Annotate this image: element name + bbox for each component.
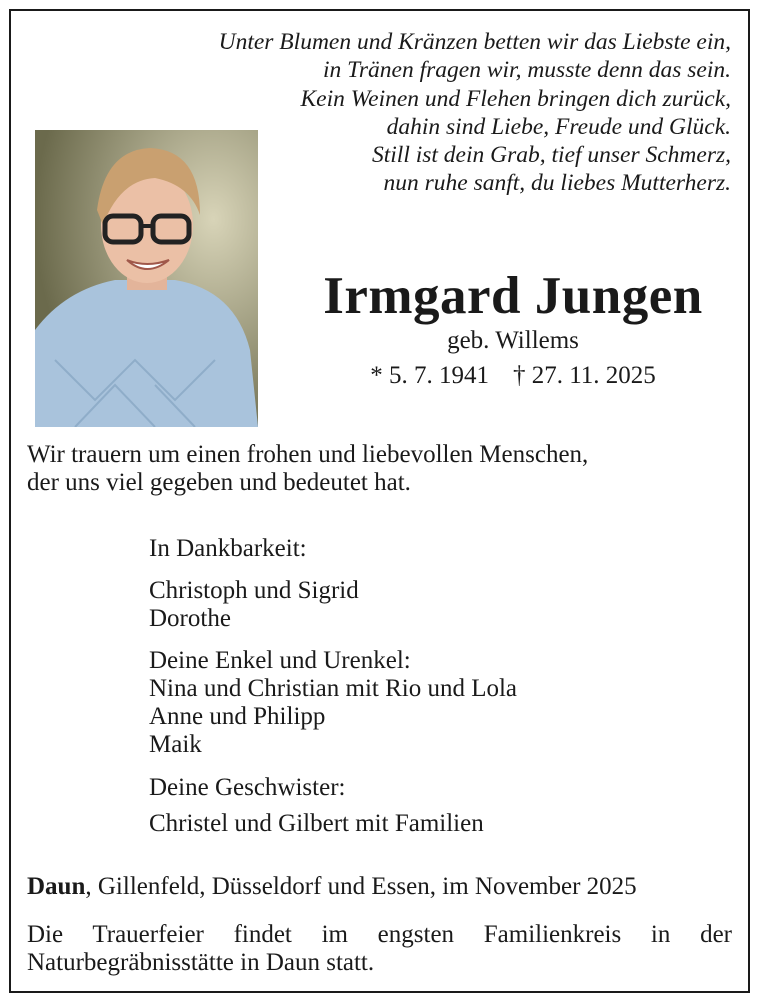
birth-name: geb. Willems bbox=[447, 327, 579, 354]
life-dates bbox=[290, 362, 736, 390]
mourner-line: Christel und Gilbert mit Familien bbox=[149, 810, 484, 837]
portrait-photo bbox=[35, 130, 258, 427]
grandchildren-label: Deine Enkel und Urenkel: bbox=[149, 647, 411, 674]
birth-date: * 5. 7. 1941 bbox=[370, 362, 489, 389]
death-date: † 27. 11. 2025 bbox=[512, 362, 656, 389]
poem-line: Unter Blumen und Kränzen betten wir das Liebste ein, bbox=[218, 29, 731, 55]
poem bbox=[219, 28, 731, 198]
poem-line: nun ruhe sanft, du liebes Mutterherz. bbox=[383, 170, 731, 197]
place-date bbox=[27, 873, 637, 901]
poem-line: Still ist dein Grab, tief unser Schmerz, bbox=[371, 142, 731, 169]
mourners-intro: In Dankbarkeit: bbox=[149, 535, 307, 562]
place-date-rest: , Gillenfeld, Düsseldorf und Essen, im November 2025 bbox=[85, 873, 637, 900]
town: Daun bbox=[27, 873, 86, 900]
mourner-line: Dorothe bbox=[149, 605, 231, 632]
mourner-line: Anne und Philipp bbox=[149, 703, 326, 730]
mourner-line: Nina und Christian mit Rio und Lola bbox=[149, 675, 518, 702]
message-line: Wir trauern um einen frohen und liebevollen Menschen, bbox=[27, 441, 589, 468]
poem-line: dahin sind Liebe, Freude und Glück. bbox=[386, 113, 731, 140]
poem-line: in Tränen fragen wir, musste denn das sein. bbox=[322, 57, 731, 84]
siblings-label: Deine Geschwister: bbox=[149, 774, 346, 801]
deceased-name: Irmgard Jungen bbox=[323, 267, 703, 325]
poem-line: Kein Weinen und Flehen bringen dich zurück, bbox=[300, 85, 731, 112]
message-line: der uns viel gegeben und bedeutet hat. bbox=[27, 469, 411, 496]
mourner-line: Maik bbox=[149, 731, 202, 758]
funeral-note: Die Trauerfeier findet im engsten Familienkreis in der Naturbegräbnisstätte in Daun statt. bbox=[27, 921, 732, 976]
mourner-line: Christoph und Sigrid bbox=[149, 577, 359, 604]
